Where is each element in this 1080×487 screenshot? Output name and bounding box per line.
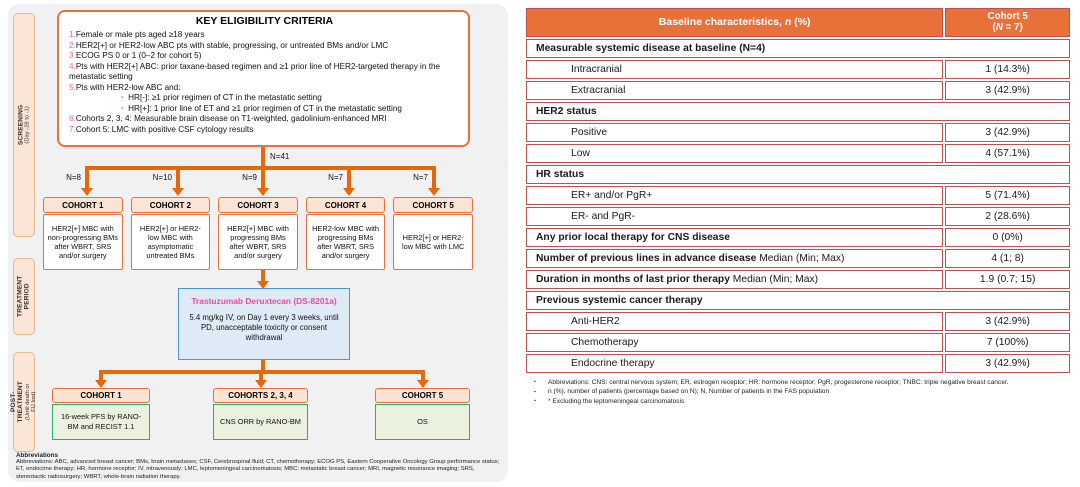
treatment-dosing: 5.4 mg/kg IV, on Day 1 every 3 weeks, until PD, unacceptable toxicity or consent withdrawal xyxy=(189,313,339,343)
flow-arrow-line xyxy=(347,166,351,188)
footnote-line: ▪ n (%), number of patients (percentage based on N); N, Number of patients in the FAS population xyxy=(534,388,830,396)
arrow-down-icon xyxy=(428,188,440,196)
header-baseline-characteristics: Baseline characteristics, n (%) xyxy=(526,8,943,37)
cohort-description: HER2-low MBC with progressing BMs after WBRT, SRS and/or surgery xyxy=(306,214,386,270)
flow-arrow-line xyxy=(99,370,103,380)
table-row: Any prior local therapy for CNS disease 0 (0%) xyxy=(526,228,1070,247)
flow-arrow-line xyxy=(421,370,425,380)
cohort-box-2 xyxy=(131,197,211,270)
outcome-title: COHORTS 2, 3, 4 xyxy=(213,388,308,403)
table-row: Previous systemic cancer therapy xyxy=(526,291,1070,310)
table-row: Number of previous lines in advance disease Median (Min; Max) 4 (1; 8) xyxy=(526,249,1070,268)
treatment-box xyxy=(178,288,350,360)
outcome-box-cohorts-234 xyxy=(213,388,308,440)
table-row: Endocrine therapy 3 (42.9%) xyxy=(526,354,1070,373)
arrow-down-icon xyxy=(255,380,267,388)
phase-title: SCREENING xyxy=(17,104,25,146)
criteria-item: 3.ECOG PS 0 or 1 (0–2 for cohort 5) xyxy=(69,51,202,60)
table-row: Anti-HER2 3 (42.9%) xyxy=(526,312,1070,331)
bullet-icon: ▪ xyxy=(534,388,536,395)
criteria-item: 1.Female or male pts aged ≥18 years xyxy=(69,30,205,39)
cohort-box-1 xyxy=(43,197,123,270)
cohort-n-label: N=10 xyxy=(152,173,172,182)
table-row: Extracranial 3 (42.9%) xyxy=(526,81,1070,100)
arrow-down-icon xyxy=(95,380,107,388)
phase-subtitle: (Until death or FU lost) xyxy=(24,383,38,421)
table-row: HER2 status xyxy=(526,102,1070,121)
cohort-description: HER2[+] or HER2-low MBC with LMC xyxy=(393,214,473,270)
cohort-description: HER2[+] or HER2-low MBC with asymptomatic untreated BMs xyxy=(131,214,211,270)
baseline-table xyxy=(524,6,1072,375)
cohort-box-4 xyxy=(306,197,386,270)
phase-subtitle: (Day -28 to -1) xyxy=(24,106,31,144)
table-row: Measurable systemic disease at baseline (N=4) xyxy=(526,39,1070,58)
criteria-item: 5.Pts with HER2-low ABC and: xyxy=(69,82,181,92)
header-cohort-5: Cohort 5 (N = 7) xyxy=(945,8,1070,37)
table-row: ER+ and/or PgR+ 5 (71.4%) xyxy=(526,186,1070,205)
flow-arrow-line xyxy=(261,166,265,188)
criteria-item: 2.HER2[+] or HER2-low ABC pts with stable, progressing, or untreated BMs and/or LMC xyxy=(69,40,389,50)
table-row: Positive 3 (42.9%) xyxy=(526,123,1070,142)
criteria-item: 6.Cohorts 2, 3, 4: Measurable brain disease on T1-weighted, gadolinium-enhanced MRI xyxy=(69,114,387,123)
cohort-description: HER2[+] MBC with non-progressing BMs after WBRT, SRS and/or surgery xyxy=(43,214,123,270)
table-header-row xyxy=(526,8,1070,37)
phase-label-post-treatment xyxy=(10,352,38,452)
criteria-item: 4.Pts with HER2[+] ABC: prior taxane-based regimen and ≥1 prior line of HER2-targeted therapy in the metastatic setting xyxy=(69,61,441,81)
table-row: Intracranial 1 (14.3%) xyxy=(526,60,1070,79)
cohort-title: COHORT 3 xyxy=(218,197,298,213)
outcome-endpoint: 16-week PFS by RANO-BM and RECIST 1.1 xyxy=(52,404,150,440)
eligibility-title: KEY ELIGIBILITY CRITERIA xyxy=(195,15,334,27)
flow-arrow-line xyxy=(259,370,263,380)
baseline-characteristics-panel xyxy=(524,6,1072,406)
phase-title: TREATMENT PERIOD xyxy=(16,275,31,318)
cohort-title: COHORT 4 xyxy=(306,197,386,213)
cohort-title: COHORT 5 xyxy=(393,197,473,213)
cohort-description: HER2[+] MBC with progressing BMs after WBRT, SRS and/or surgery xyxy=(218,214,298,270)
bullet-icon: ▪ xyxy=(121,95,124,101)
flow-arrow-line xyxy=(85,166,89,188)
n-total-label: N=41 xyxy=(270,152,290,161)
table-row: Chemotherapy 7 (100%) xyxy=(526,333,1070,352)
arrow-down-icon xyxy=(172,188,184,196)
eligibility-criteria-box xyxy=(57,10,470,147)
footnote-line: ▪ Abbreviations: CNS: central nervous system; ER, estrogen receptor; HR: hormone receptor; PgR, progesterone receptor; TNBC: triple negative breast cancer. xyxy=(534,378,1009,386)
abbreviations-block xyxy=(16,452,500,481)
cohort-box-3 xyxy=(218,197,298,270)
bullet-icon: ▪ xyxy=(534,398,536,405)
outcome-endpoint: OS xyxy=(375,404,470,440)
cohort-n-label: N=9 xyxy=(242,173,257,182)
arrow-down-icon xyxy=(257,188,269,196)
cohort-box-5 xyxy=(393,197,473,270)
cohort-title: COHORT 2 xyxy=(131,197,211,213)
criteria-sub-item: ▪ HR[-]: ≥1 prior regimen of CT in the metastatic setting xyxy=(121,93,322,102)
table-row: Low 4 (57.1%) xyxy=(526,144,1070,163)
outcome-endpoint: CNS ORR by RANO-BM xyxy=(213,404,308,440)
abbreviations-text: Abbreviations: ABC, advanced breast cancer; BMs, brain metastases; CSF, Cerebrospinal fluid; CT, chemotherapy; ECOG PS, Eastern Cooperative Oncology Group performance status; ET, endocrine therapy; HR, hormone receptor; IV, intravenously; LMC, leptomeningeal carcinomatosis; MBC: metastatic breast cancer; MRI, magnetic resonance imaging; SRS, stereotactic radiosurgery; WBRT, whole-brain radiation therapy. xyxy=(16,459,500,480)
footnote-line: ▪ * Excluding the leptomeningeal carcinomatosis xyxy=(534,397,685,405)
abbreviations-title: Abbreviations xyxy=(16,452,58,459)
outcome-box-cohort-1 xyxy=(52,388,150,440)
table-footnotes xyxy=(524,378,1072,407)
cohort-n-label: N=7 xyxy=(328,173,343,182)
arrow-down-icon xyxy=(417,380,429,388)
flow-arrow-line xyxy=(432,166,436,188)
study-design-panel xyxy=(8,4,508,482)
cohort-n-label: N=8 xyxy=(66,173,81,182)
outcome-box-cohort-5 xyxy=(375,388,470,440)
cohort-n-label: N=7 xyxy=(413,173,428,182)
table-row: HR status xyxy=(526,165,1070,184)
phase-label-treatment-period xyxy=(13,258,35,335)
cohort-title: COHORT 1 xyxy=(43,197,123,213)
cohort-row xyxy=(43,197,473,270)
phase-title: POST-TREATMENT xyxy=(10,381,25,423)
treatment-drug-name: Trastuzumab Deruxtecan (DS-8201a) xyxy=(191,296,337,306)
outcome-title: COHORT 1 xyxy=(52,388,150,403)
criteria-sub-item: ▪ HR[+]: 1 prior line of ET and ≥1 prior regimen of CT in the metastatic setting xyxy=(121,103,402,113)
table-row: ER- and PgR- 2 (28.6%) xyxy=(526,207,1070,226)
flow-arrow-line xyxy=(176,166,180,188)
bullet-icon: ▪ xyxy=(534,379,536,386)
bullet-icon: ▪ xyxy=(121,105,124,112)
arrow-down-icon xyxy=(343,188,355,196)
outcome-title: COHORT 5 xyxy=(375,388,470,403)
criteria-item: 7.Cohort 5: LMC with positive CSF cytology results xyxy=(69,124,254,134)
table-row: Duration in months of last prior therapy Median (Min; Max) 1.9 (0.7; 15) xyxy=(526,270,1070,289)
flow-arrow-line xyxy=(261,270,265,281)
phase-label-screening xyxy=(13,13,35,237)
arrow-down-icon xyxy=(81,188,93,196)
